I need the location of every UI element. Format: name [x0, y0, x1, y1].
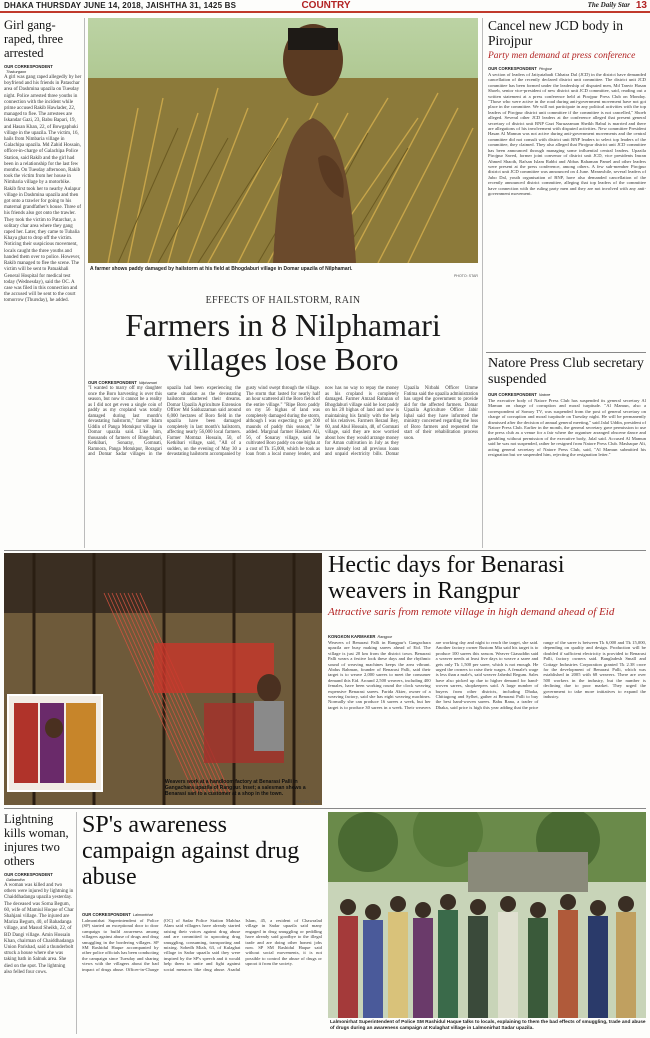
horizontal-rule — [4, 550, 646, 551]
byline: OUR CORRESPONDENT Nilphamari — [88, 380, 158, 385]
story-boro — [88, 380, 478, 548]
weavers-photo — [4, 553, 322, 805]
page-number: 13 — [635, 0, 647, 11]
story-benarasi — [328, 634, 646, 806]
headline: Natore Press Club secretary suspended — [488, 356, 644, 387]
kicker: EFFECTS OF HAILSTORM, RAIN — [205, 295, 361, 306]
byline: OUR CORRESPONDENT Gaibandha — [4, 872, 53, 882]
byline: OUR CORRESPONDENT Natore — [488, 392, 551, 397]
farmer-photo — [88, 18, 478, 263]
byline: OUR CORRESPONDENT Pirojpur — [488, 66, 552, 71]
headline: Lightning kills woman, injures two others — [4, 812, 69, 868]
story-lightning — [4, 812, 74, 1034]
headline: Cancel new JCD body in Pirojpur — [488, 18, 623, 48]
horizontal-rule — [4, 808, 646, 809]
photo-credit: PHOTO: STAR — [453, 274, 478, 278]
photo-caption: Lalmonirhat Superintendent of Police SM Rashidul Haque talks to locals, explaining to them the bad effects of smuggling, trade and abuse of drugs during an awareness campaign at Kulaghat village in Lalmonirhat Sadar upazila. — [330, 1020, 646, 1031]
photo-credit: PHOTO: STAR — [295, 800, 320, 804]
paper-name: The Daily Star — [587, 1, 630, 9]
byline: KONGKON KARMAKER Rangpur — [328, 634, 393, 639]
story-natore — [488, 356, 646, 548]
date-line: DHAKA THURSDAY JUNE 14, 2018, JAISHTHA 31, 1425 BS — [4, 1, 237, 10]
story-body: "I wanted to marry off my daughter once the Boro harvesting is over this season, but now it cannot be a reality as I did not get even a single coin of paddy as my cropland was totally damaged during last month's devastating hailstorm," farmer Islam Uddin of Panga Motukpur village in Domar upazila said. Like him, thousands of farmers of Bhogdaburi, Ketkibari, Sonaray, Gomnati, Ramnora, Panga Motukpur, Boragari and Domar Sadar villages in the upazila had been experiencing the same situation as the devastating hailstorm shattered their dreams. Domar Upazila Agriculture Extension Officer Md Saiduzzaman said around 6,000 hectares of Boro field in the upazila have been damaged completely in last month's hailstorm, affecting nearly 56,000 local farmers. Farmer Momtaz Hossain, 50, of Ketkibari village, said, "All of a sudden, on the evening of May 30 a devastating hailstorm accompanied by gusty wind swept through the village. The storm that lasted for nearly half an hour scattered all the Boro fields of the entire village." "Ripe Boro paddy on my 56 bighas of land was completely damaged during the storm, although I was expecting to get 200 maunds of paddy this season," he added. Marginal farmer Hashem Ali, 56, of Sonaray village, said he cultivated Boro paddy on one bigha at a cost of Tk 15,000, which he took as loan from a local money lender, and now has no way to repay the money as his cropland is completely damaged. Farmer Amzad Rahman of Bhogdaburi village said he lost paddy on his 20 bighas of land and now is maintaining his family with the help of his relatives. Farmers Rezaul Bey, 60, and Abul Hossain, 48, of Gomnati village, said they are now worried about how they would arrange money for Aman cultivation in July as they have already lost all previous loans and unpaid electricity bills. Domar Upazila Nirbahi Officer Umme Fatima said the upazila administration has urged the government to provide aid for the affected farmers. Domar Upazila Agriculture Officer Jabir Iqbal said they have informed the ministry concerned regarding the loss of Boro farmers and requested the start of their rehabilitation process soon. — [88, 386, 478, 457]
story-drug — [82, 912, 322, 1034]
story-body: A woman was killed and two others were injured by lightning in Chaiddhadanga upazila yesterday. The deceased was Sorna Begum, 60, wife of Mamiul Hoque of Char Shahjani village. The injured are Mariza Begum, 40, of Bahadanga village, and Masud Sheikh, 22, of BD Dangi village. Amin Hossain Khan, chairman of Chaiddhadanga Union Parishad, said a thunderbolt struck a house where she was taking bath in Salnuk area. She died on the spot. The lightning also felled four cows. — [4, 883, 74, 975]
column-rule — [76, 812, 77, 1034]
page-masthead — [0, 0, 650, 13]
byline: OUR CORRESPONDENT Lalmonirhat — [82, 912, 153, 917]
story-body: The executive body of Natore Press Club has suspended its general secretary Al Mamun on charge of corruption and moral turpitude. "Al Mamun, also a correspondent of Somoy TV, was suspended from the post of general secretary on charge of corruption and moral turpitude on Tuesday night. He will be permanently dismissed after the decision of annual general meeting," said Jalal Uddin, president of Natore Press Club. Earlier in the month, the general secretary gave permission to use the press club as a venue for a fair where the organiser arranged obscene dance and gambling without permission of the executive body, Jalal said. Accused Al Mamun said he was not suspended, rather he resigned from Natore Press Club. Mashaque Ali, acting general secretary of Natore Press Club, said, "Al Mamun submitted his resignation but we suspended him, rejecting the resignation letter." — [488, 398, 646, 458]
village-crowd-image — [328, 812, 646, 1018]
story-body: Lalmonirhat Superintendent of Police (SP) started an exceptional door to door campaign to build awareness among villagers against abuse of drugs and drug smuggling in the bordering villages. SP SM Rashidul Haque accompanied by other police officials has been conducting the campaign since Tuesday and sharing views with the villagers about the bad impact of drugs abuse. Officer-in-Charge (OC) of Sadar Police Station Mahfuz Alam said villagers have already started raising their voices against drug abuse and are committed to uprooting drug smuggling, consuming, transporting and mixing. Sobedh Miah, 63, of Kulaghat village in Sadar upazila said they were inspired by the SP's speech and it would help them to unite and fight against social menaces like drug abuse. Asadul Islam, 45, a resident of Chawralad village in Sadar upazila said many engaged in drug smuggling or peddling have already said goodbye to the illegal trade and are doing other honest jobs now. SP SM Rashidul Haque said without social movements, it is not possible to control the abuse of drugs or uproot it from the society. — [82, 918, 322, 972]
headline: Farmers in 8 Nilphamari villages lose Boro — [125, 307, 441, 377]
dek: Attractive saris from remote village in high demand ahead of Eid — [328, 606, 615, 618]
headline: SP's awareness campaign against drug abuse — [82, 812, 300, 890]
story-body: A girl was gang raped allegedly by her boyfriend and his friends in Pataschar area of Dashmina upazila on Tuesday night. Police arrested three youths in connection with the incident while prime accused Rakib Hawlader, 22, managed to flee. The arrestees are Iskandar Gazi, 23, Babu Bapari, 19, and Hasan Khan, 22, of Bowgaphuki village in the upazila. The victim, 16, hails from Nimbaria village in Galachipa upazila. Md Zahid Hossain, officer-in-charge of Galachipa Police Station, said Rakib and the girl had been in a relationship for the last few months. On Tuesday afternoon, Rakib took the victim from her house in Nimbaria village by a motorbike. Rakib first took her to nearby Aulapur village in Dashmina upazila and then got onto a trawler for going to his maternal grandfather's house. Three of his friends also got onto the trawler. They took the victim to Patarchar, a solitary char area where they gang raped her. Later, they came to Tubalia Khaya ghat to drop off the victim. Noticing their suspicious movement, locals caught the three youths and handed them over to police. However, Rakib managed to flee the scene. The victim will be sent to Patuakhali General Hospital for medical test today (Wednesday), said the OC. A case was filed in this connection and the accused will be sent to the court tomorrow (Thursday), he added. — [4, 75, 82, 304]
byline: OUR CORRESPONDENT Thakurgaon — [4, 64, 53, 74]
story-girl — [4, 18, 82, 548]
story-jcd — [488, 18, 646, 350]
dek: Party men demand at press conference — [488, 51, 636, 61]
horizontal-rule — [486, 352, 646, 353]
handloom-factory-image — [4, 553, 322, 805]
photo-caption: A farmer shows paddy damaged by hailstorm at his field at Bhogdaburi village in Domar upazila of Nilphamari. — [90, 266, 353, 272]
headline: Hectic days for Benarasi weavers in Rangpur — [328, 552, 565, 604]
section-label: COUNTRY — [301, 0, 351, 11]
photo-caption: Weavers work at a handloom factory at Benarasi Palli in Gangachara upazila of Rangpur. Inset; a salesman shows a Benarasi sari to a customer at a shop in the town. — [165, 779, 306, 797]
column-rule — [482, 18, 483, 548]
story-body: A section of leaders of Jatiyatabadi Chhatra Dal (JCD) in the district have demanded cancellation of the recently declared district unit committee. The district unit JCD committee has been formed under the leadership of disputed men, Md Tanvir Hasan Shoeb, senior vice-president of new district unit JCD committee, said, reading out a written statement at a press conference held at Pirojpur Press Club on Monday. "Those who were active in the road during anti-government movement have not got place in the committee. We will not participate in any political activities with the top leaders of Pirojpur district unit committee if the committee is not cancelled," Shoeb alleged. Several other JCD leaders at the conference alleged that present general secretary of district unit BNP Gazi Nuruzzaman Sheikh Babul is married and there are allegations of his involvement with disputed activities. New committee President Hasan Al Mamun was not active during anti-government movements and the central committee did not consult with district unit BNP leaders to select top leaders of the committee, they claimed. They also alleged that Pirojpur district unit JCD committee has been announced through managing some influential central leaders. Upazila Pirojpur Saved, former joint convenor of district unit JCD, vice presidents Imran Ahmed Shaoib, Rafsan Islam Rabbi and Abbas Rahaman Pamel and other leaders were present at the press conference, among others. A few sub-member Pirojpur district unit JCD committee was announced on 4 June. Meanwhile, several leaders of Jubo Dal, youth organisation of BNP, have also demanded cancellation of the recently announced district committee, alleging that top leaders of the committee have connection with the ruling party men and they are not involved with any anti-government movement. — [488, 72, 646, 196]
paddy-field-image — [88, 18, 478, 263]
column-rule — [84, 18, 85, 548]
campaign-photo — [328, 812, 646, 1018]
story-body: Weavers of Benarasi Palli in Rangpur's Gangachara upazila are busy making sarees ahead of Eid. The village is just 20 km from the district town. Benarasi Palli wears a festive look these days and the rhythmic sound of weaving machines keeps the area vibrant. Abdus Rahman, founder of Benarasi Palli, said their target is to weave 2,000 sarees to meet the consumer demand this Eid. Around 2,500 weavers, including 400 females, have been working round the clock weaving expensive Benarasi sarees. Farida Akter, owner of a weaving factory, said she has eight weaving machines. Normally she can produce 16 sarees a week, but her target is to produce 30 sarees in a week. Their weavers are working day and night to reach the target, she said. Another factory owner Rustom Mia said his target is to produce 100 sarees this season. Weaver Giasuddin said a weaver needs at least five days to weave a saree and gets only Tk 1,500 per saree, which is not enough. He urged the owners to raise their wages. A female's wage is less than a male's, said weaver Jahedul Begum. Sales have also picked up due to higher demand for hand-woven sarees, shopkeepers said. A large number of buyers from other districts, including Dhaka, Chittagong and Sylhet, gather at Benarasi Palli to buy the best hand-woven sarees. Babu Rana, a trader of Dhaka, said price is high this year adding that the price range of the saree is between Tk 6,000 and Tk 15,000, depending on quality and design. Production will be doubled if sufficient electricity is provided to Benarasi Palli, factory owners said. Bangladesh Small and Cottage Industries Corporation granted Tk 2.38 crore for the development of Benarasi Palli, which was established in 2005 with 68 weavers. There are over 500 workers in the industry, but the number is declining due to poor market. They urged the government to take more initiatives to expand the industry. — [328, 640, 646, 710]
headline: Girl gang-raped, three arrested — [4, 18, 63, 60]
